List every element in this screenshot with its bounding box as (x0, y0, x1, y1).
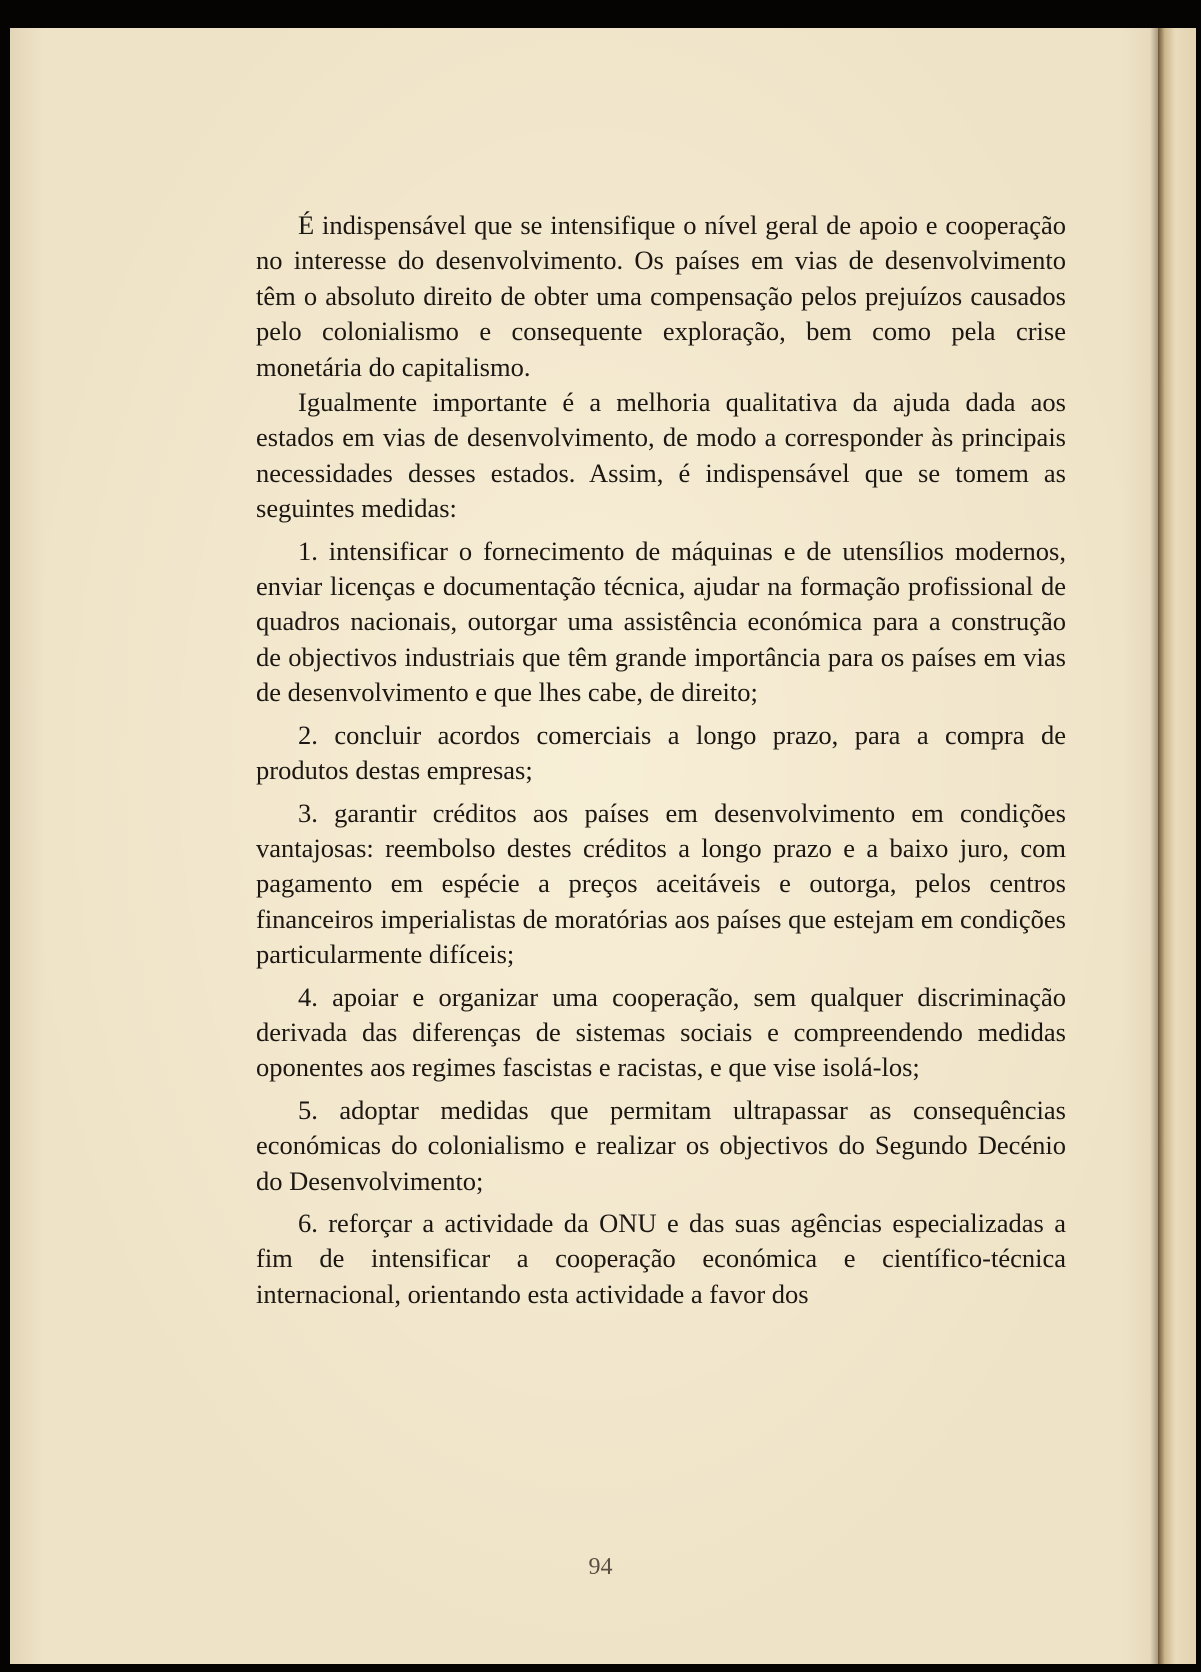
page-number: 94 (588, 1554, 613, 1580)
body-text (256, 208, 1066, 1312)
list-item: 5. adoptar medidas que permitam ultrapassar as consequências económicas do colonialismo e realizar os objectivos do Segundo Decénio do Desenvolvimento; (256, 1094, 1066, 1196)
list-item: 3. garantir créditos aos países em desenvolvimento em condições vantajosas: reembolso destes créditos a longo prazo e a baixo juro, com pagamento em espécie a preços aceitáveis e outorga, pelos centros financeiros imperialistas de moratórias aos países que estejam em condições particularmente difíceis; (256, 797, 1066, 970)
list-item: 1. intensificar o fornecimento de máquinas e de utensílios modernos, enviar licenças e documentação técnica, ajudar na formação profissional de quadros nacionais, outorgar uma assistência económica para a construção de objectivos industriais que têm grande importância para os países em vias de desenvolvimento e que lhes cabe, de direito; (256, 535, 1066, 708)
paragraph-measures: Igualmente importante é a melhoria qualitativa da ajuda dada aos estados em vias de desenvolvimento, de modo a corresponder às principais necessidades desses estados. Assim, é indispensável que se tomem as seguintes medidas: (256, 387, 1066, 524)
page-gutter-shadow (1150, 28, 1158, 1664)
list-item: 4. apoiar e organizar uma cooperação, sem qualquer discriminação derivada das diferenças de sistemas sociais e compreendendo medidas oponentes aos regimes fascistas e racistas, e que vise isolá-los; (256, 981, 1066, 1083)
next-page-edge (1158, 28, 1196, 1664)
list-item: 6. reforçar a actividade da ONU e das suas agências especializadas a fim de intensificar a cooperação económica e científico-técnica internacional, orientando esta actividade a favor dos (256, 1207, 1066, 1309)
paragraph-intro: É indispensável que se intensifique o nível geral de apoio e cooperação no interesse do desenvolvimento. Os países em vias de desenvolvimento têm o absoluto direito de obter uma compensação pelos prejuízos causados pelo colonialismo e consequente exploração, bem como pela crise monetária do capitalismo. (256, 210, 1066, 382)
list-item: 2. concluir acordos comerciais a longo prazo, para a compra de produtos destas empresas; (256, 719, 1066, 786)
